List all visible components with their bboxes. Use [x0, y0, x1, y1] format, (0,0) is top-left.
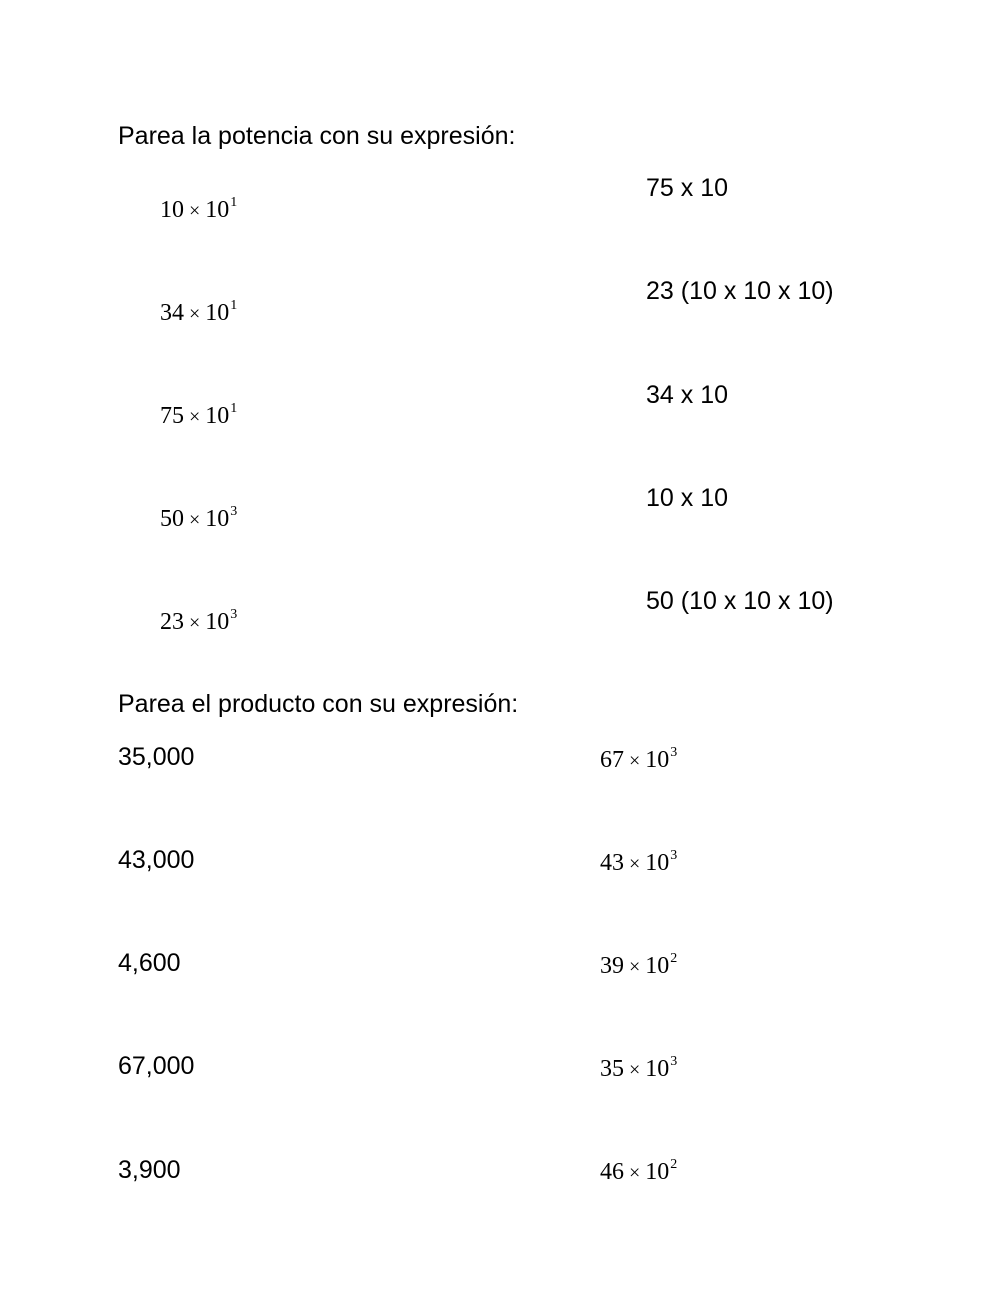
section2-product-5[interactable]: 3,900: [118, 1156, 181, 1184]
power-base: 50: [160, 506, 184, 532]
section2-power-1[interactable]: [600, 745, 677, 779]
section1-power-1[interactable]: [160, 195, 237, 229]
section1-power-3[interactable]: [160, 401, 237, 435]
power-ten: 10: [205, 609, 230, 635]
times-sign: ×: [189, 612, 201, 634]
section2-product-2[interactable]: 43,000: [118, 846, 195, 874]
power-ten: 10: [205, 197, 230, 223]
times-sign: ×: [629, 1059, 641, 1081]
times-sign: ×: [189, 406, 201, 428]
power-ten: 10: [645, 850, 670, 876]
power-exponent: 2: [670, 1157, 678, 1172]
power-exponent: 3: [670, 1054, 678, 1069]
power-ten: 10: [205, 403, 230, 429]
times-sign: ×: [189, 509, 201, 531]
power-exponent: 1: [230, 401, 238, 416]
section1-expression-1[interactable]: 75 x 10: [646, 174, 729, 202]
power-base: 46: [600, 1159, 624, 1185]
section1-power-2[interactable]: [160, 298, 237, 332]
section1-expression-2[interactable]: 23 (10 x 10 x 10): [646, 277, 834, 305]
section2-product-1[interactable]: 35,000: [118, 743, 195, 771]
times-sign: ×: [189, 303, 201, 325]
power-base: 43: [600, 850, 624, 876]
times-sign: ×: [629, 853, 641, 875]
section2-product-3[interactable]: 4,600: [118, 949, 181, 977]
power-exponent: 3: [230, 607, 238, 622]
section2-power-4[interactable]: [600, 1054, 677, 1088]
power-ten: 10: [645, 953, 670, 979]
power-base: 75: [160, 403, 184, 429]
times-sign: ×: [629, 1162, 641, 1184]
power-base: 23: [160, 609, 184, 635]
times-sign: ×: [629, 956, 641, 978]
power-base: 67: [600, 747, 624, 773]
power-exponent: 1: [230, 298, 238, 313]
section1-expression-4[interactable]: 10 x 10: [646, 484, 729, 512]
power-exponent: 3: [230, 504, 238, 519]
power-exponent: 1: [230, 195, 238, 210]
power-exponent: 3: [670, 848, 678, 863]
power-ten: 10: [205, 506, 230, 532]
power-base: 10: [160, 197, 184, 223]
section1-power-4[interactable]: [160, 504, 237, 538]
power-base: 39: [600, 953, 624, 979]
section1-title: Parea la potencia con su expresión:: [118, 122, 516, 150]
section1-power-5[interactable]: [160, 607, 237, 641]
times-sign: ×: [189, 200, 201, 222]
power-ten: 10: [645, 747, 670, 773]
section2-title: Parea el producto con su expresión:: [118, 690, 519, 718]
section2-power-3[interactable]: [600, 951, 677, 985]
power-ten: 10: [205, 300, 230, 326]
power-base: 35: [600, 1056, 624, 1082]
power-ten: 10: [645, 1056, 670, 1082]
times-sign: ×: [629, 750, 641, 772]
section1-expression-5[interactable]: 50 (10 x 10 x 10): [646, 587, 834, 615]
power-ten: 10: [645, 1159, 670, 1185]
section2-product-4[interactable]: 67,000: [118, 1052, 195, 1080]
section2-power-2[interactable]: [600, 848, 677, 882]
section2-power-5[interactable]: [600, 1157, 677, 1191]
section1-expression-3[interactable]: 34 x 10: [646, 381, 729, 409]
power-base: 34: [160, 300, 184, 326]
power-exponent: 2: [670, 951, 678, 966]
power-exponent: 3: [670, 745, 678, 760]
